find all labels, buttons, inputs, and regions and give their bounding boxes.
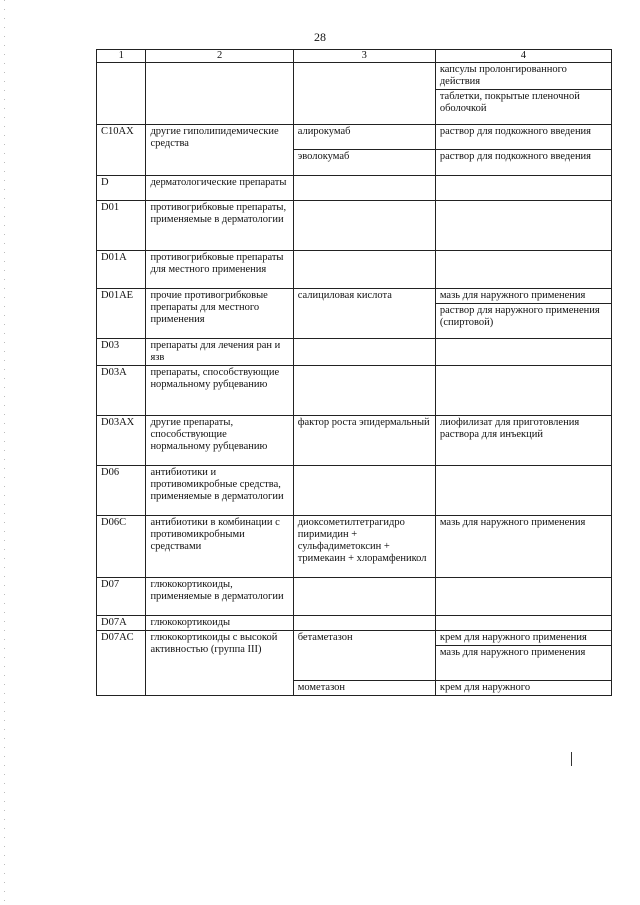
drug-table	[96, 49, 612, 696]
left-edge-dots	[4, 0, 5, 905]
drug-name-cell: алирокумаб	[293, 125, 435, 150]
dosage-form-cell	[435, 201, 611, 251]
dosage-form: крем для наружного применения	[439, 632, 587, 643]
column-header: 2	[146, 50, 293, 63]
dosage-form	[436, 251, 611, 253]
group-name-cell: прочие противогрибковые препараты для местного применения	[146, 289, 293, 339]
dosage-form-cell	[435, 681, 611, 696]
atc-code-cell: D03	[97, 339, 146, 366]
atc-code-cell: D03AX	[97, 416, 146, 466]
atc-code-cell: D06C	[97, 516, 146, 578]
table-row	[97, 125, 612, 150]
drug-name-cell	[293, 176, 435, 201]
page-number: 28	[314, 30, 326, 44]
group-name-cell	[146, 63, 293, 125]
dosage-form: раствор для подкожного введения	[439, 151, 592, 162]
dosage-form-cell	[435, 416, 611, 466]
dosage-form: раствор для подкожного введения	[439, 126, 592, 137]
drug-name-cell	[293, 366, 435, 416]
group-name-cell: глюкокортикоиды, применяемые в дерматологии	[146, 578, 293, 616]
group-name-cell: препараты для лечения ран и язв	[146, 339, 293, 366]
drug-name-cell	[293, 616, 435, 631]
atc-code-cell: D07AC	[97, 631, 146, 696]
dosage-form-cell	[435, 125, 611, 150]
column-header: 1	[97, 50, 146, 63]
dosage-form	[436, 366, 611, 368]
table-row	[97, 289, 612, 339]
dosage-form	[436, 616, 611, 618]
dosage-form-cell	[435, 578, 611, 616]
dosage-form-cell	[435, 339, 611, 366]
table-row	[97, 631, 612, 681]
atc-code-cell: D	[97, 176, 146, 201]
table-row	[97, 366, 612, 416]
group-name-cell: препараты, способствующие нормальному рубцеванию	[146, 366, 293, 416]
dosage-form: таблетки, покрытые пленочной оболочкой	[436, 89, 611, 116]
dosage-form	[436, 176, 611, 178]
dosage-form-cell	[435, 631, 611, 681]
table-row	[97, 616, 612, 631]
drug-name-cell: диоксометилтетрагидро пиримидин + сульфадиметоксин + тримекаин + хлорамфеникол	[293, 516, 435, 578]
drug-name-cell	[293, 251, 435, 289]
drug-name-cell: бетаметазон	[293, 631, 435, 681]
drug-name-cell	[293, 339, 435, 366]
drug-name-cell: фактор роста эпидермальный	[293, 416, 435, 466]
dosage-form-cell	[435, 150, 611, 176]
table-row	[97, 201, 612, 251]
column-header: 3	[293, 50, 435, 63]
column-header: 4	[435, 50, 611, 63]
table-row	[97, 466, 612, 516]
drug-name-cell	[293, 466, 435, 516]
atc-code-cell: D07A	[97, 616, 146, 631]
table-row	[97, 516, 612, 578]
atc-code-cell: D07	[97, 578, 146, 616]
atc-code-cell: D03A	[97, 366, 146, 416]
drug-name-cell: мометазон	[293, 681, 435, 696]
header-row	[97, 50, 612, 63]
drug-name-cell	[293, 201, 435, 251]
atc-code-cell: D01	[97, 201, 146, 251]
dosage-form: лиофилизат для приготовления раствора для инъекций	[439, 417, 580, 440]
table-row	[97, 339, 612, 366]
dosage-form	[436, 578, 611, 580]
dosage-form-cell	[435, 63, 611, 125]
dosage-form-cell	[435, 366, 611, 416]
dosage-form-cell	[435, 466, 611, 516]
table-row	[97, 251, 612, 289]
atc-code-cell: D01AE	[97, 289, 146, 339]
group-name-cell: противогрибковые препараты для местного применения	[146, 251, 293, 289]
group-name-cell: антибиотики в комбинации с противомикробными средствами	[146, 516, 293, 578]
dosage-form: мазь для наружного применения	[439, 290, 586, 301]
dosage-form: мазь для наружного применения	[436, 645, 611, 660]
group-name-cell: дерматологические препараты	[146, 176, 293, 201]
drug-name-cell: эволокумаб	[293, 150, 435, 176]
dosage-form-cell	[435, 251, 611, 289]
drug-name-cell: салициловая кислота	[293, 289, 435, 339]
dosage-form	[436, 339, 611, 341]
group-name-cell: другие препараты, способствующие нормальному рубцеванию	[146, 416, 293, 466]
drug-name-cell	[293, 63, 435, 125]
table-row	[97, 416, 612, 466]
group-name-cell: глюкокортикоиды с высокой активностью (группа III)	[146, 631, 293, 696]
dosage-form: мазь для наружного применения	[439, 517, 586, 528]
atc-code-cell: C10AX	[97, 125, 146, 176]
atc-code-cell: D01A	[97, 251, 146, 289]
group-name-cell: противогрибковые препараты, применяемые в дерматологии	[146, 201, 293, 251]
group-name-cell: антибиотики и противомикробные средства, применяемые в дерматологии	[146, 466, 293, 516]
dosage-form: крем для наружного	[439, 682, 531, 693]
dosage-form-cell	[435, 176, 611, 201]
dosage-form	[436, 466, 611, 468]
margin-mark	[571, 752, 572, 766]
dosage-form-cell	[435, 516, 611, 578]
table-row	[97, 63, 612, 125]
group-name-cell: другие гиполипидемические средства	[146, 125, 293, 176]
drug-name-cell	[293, 578, 435, 616]
dosage-form	[436, 201, 611, 203]
dosage-form: капсулы пролонгированного действия	[439, 64, 567, 87]
dosage-form-cell	[435, 616, 611, 631]
dosage-form: раствор для наружного применения (спиртовой)	[436, 303, 611, 330]
atc-code-cell	[97, 63, 146, 125]
table-row	[97, 176, 612, 201]
table-row	[97, 578, 612, 616]
atc-code-cell: D06	[97, 466, 146, 516]
dosage-form-cell	[435, 289, 611, 339]
group-name-cell: глюкокортикоиды	[146, 616, 293, 631]
